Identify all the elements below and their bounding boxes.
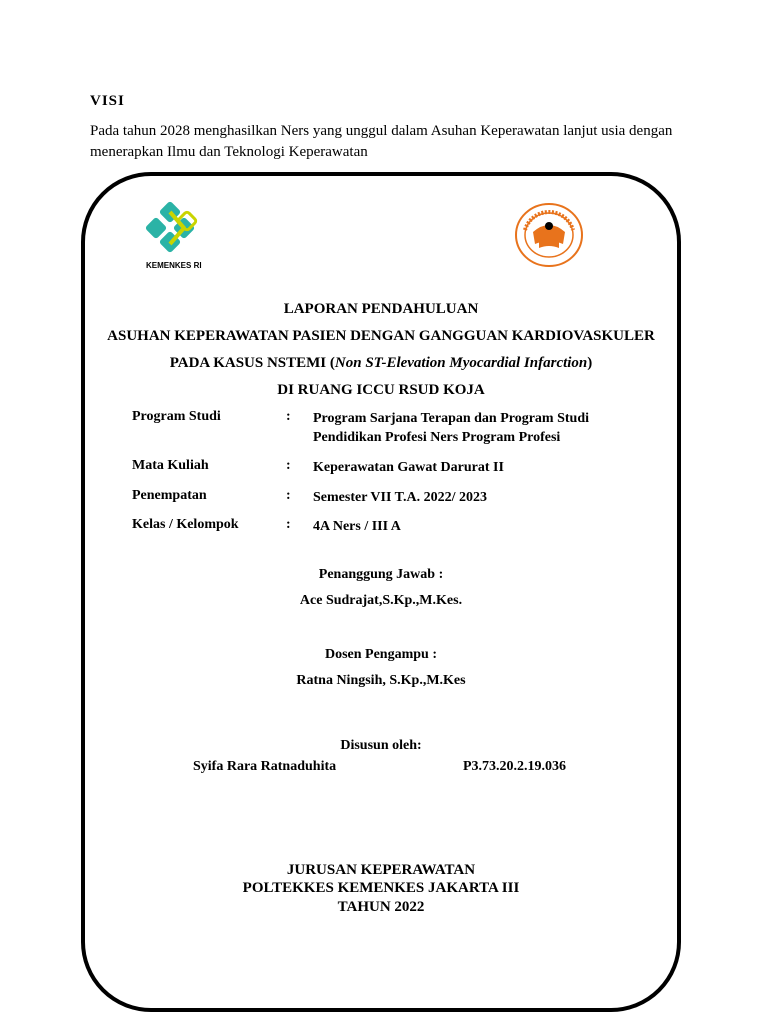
title-line-1: LAPORAN PENDAHULUAN (283, 301, 479, 317)
visi-heading: VISI (90, 93, 125, 109)
title-line-3-suffix: ) (587, 355, 593, 371)
title-line-2: ASUHAN KEPERAWATAN PASIEN DENGAN GANGGUAN KARDIOVASKULER (107, 328, 655, 344)
penanggung-name: Ace Sudrajat,S.Kp.,M.Kes. (299, 593, 463, 608)
info-value-kelas: 4A Ners / III A (313, 519, 401, 534)
penanggung-label: Penanggung Jawab : (318, 567, 444, 582)
info-label-kelas: Kelas / Kelompok (132, 517, 239, 532)
dosen-label: Dosen Pengampu : (324, 647, 437, 662)
kemenkes-emblem-icon (140, 200, 212, 258)
info-colon: : (286, 488, 291, 503)
dosen-name: Ratna Ningsih, S.Kp.,M.Kes (296, 673, 466, 688)
visi-line-1: Pada tahun 2028 menghasilkan Ners yang unggul dalam Asuhan Keperawatan lanjut usia dengan (90, 123, 673, 139)
footer-line-3: TAHUN 2022 (337, 899, 425, 915)
poltekkes-seal-icon (513, 202, 585, 268)
title-line-4: DI RUANG ICCU RSUD KOJA (277, 382, 485, 398)
info-value-mata-kuliah: Keperawatan Gawat Darurat II (313, 460, 504, 475)
footer-line-1: JURUSAN KEPERAWATAN (286, 862, 476, 878)
info-value-program-studi-line-1: Program Sarjana Terapan dan Program Studi (313, 411, 590, 426)
poltekkes-logo (513, 202, 585, 268)
visi-text (90, 121, 690, 163)
disusun-label: Disusun oleh: (340, 738, 422, 753)
footer-line-2: POLTEKKES KEMENKES JAKARTA III (242, 880, 520, 896)
visi-line-2: menerapkan Ilmu dan Teknologi Keperawatan (90, 144, 368, 160)
title-line-3-italic: Non ST-Elevation Myocardial Infarction (334, 355, 588, 371)
info-colon: : (286, 517, 291, 532)
info-value-program-studi (313, 409, 653, 447)
info-value-program-studi-line-2: Pendidikan Profesi Ners Program Profesi (313, 430, 561, 445)
kemenkes-logo (140, 200, 212, 276)
info-label-mata-kuliah: Mata Kuliah (132, 458, 209, 473)
info-value-penempatan: Semester VII T.A. 2022/ 2023 (313, 490, 487, 505)
author-name: Syifa Rara Ratnaduhita (193, 759, 337, 774)
info-label-penempatan: Penempatan (132, 488, 207, 503)
info-colon: : (286, 458, 291, 473)
kemenkes-caption: KEMENKES RI (146, 261, 202, 270)
title-line-3 (81, 355, 681, 372)
title-line-3-prefix: PADA KASUS NSTEMI ( (169, 355, 335, 371)
author-nim: P3.73.20.2.19.036 (463, 759, 567, 774)
info-label-program-studi: Program Studi (132, 409, 221, 424)
info-colon: : (286, 409, 291, 424)
